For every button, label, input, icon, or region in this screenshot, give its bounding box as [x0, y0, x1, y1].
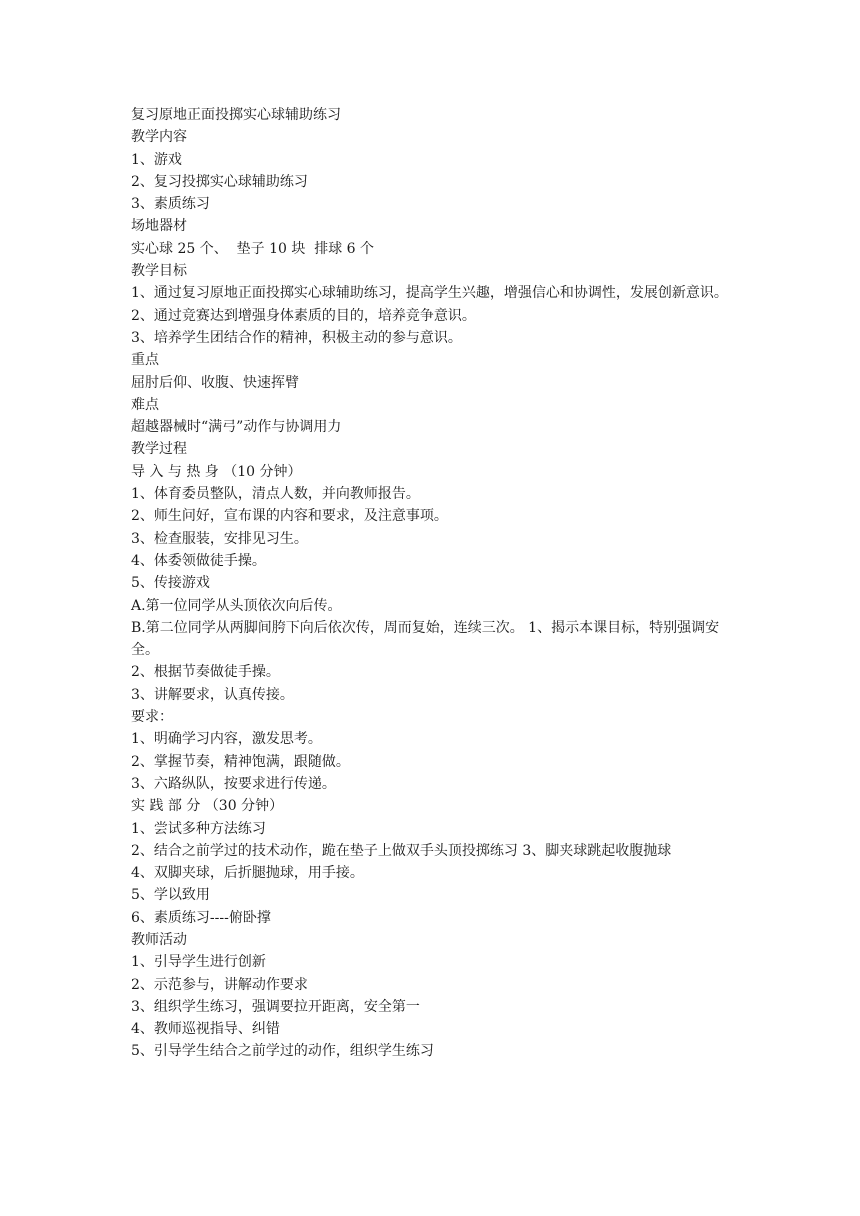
subsection-heading-warmup: 导 入 与 热 身 （10 分钟）	[131, 463, 302, 480]
section-heading-teacher-activity: 教师活动	[131, 931, 187, 948]
section-heading-key-points: 重点	[131, 352, 159, 369]
text-line: 1、游戏	[131, 151, 182, 168]
text-line: 3、素质练习	[131, 196, 210, 213]
text-line: 2、通过竞赛达到增强身体素质的目的，培养竞争意识。	[131, 307, 476, 324]
text-line: 2、复习投掷实心球辅助练习	[131, 173, 308, 190]
text-paragraph: B.第二位同学从两脚间胯下向后依次传，周而复始，连续三次。 1、揭示本课目标，特别强调安全。	[131, 619, 720, 659]
text-line: 5、传接游戏	[131, 575, 210, 592]
text-line: 3、六路纵队，按要求进行传递。	[131, 775, 336, 792]
text-line: 4、双脚夹球，后折腿抛球，用手接。	[131, 865, 364, 882]
section-heading-difficulties: 难点	[131, 396, 159, 413]
text-line: 3、培养学生团结合作的精神，积极主动的参与意识。	[131, 329, 462, 346]
text-paragraph: 1、通过复习原地正面投掷实心球辅助练习，提高学生兴趣，增强信心和协调性，发展创新意识。	[131, 285, 728, 302]
text-line: 4、教师巡视指导、纠错	[131, 1021, 280, 1038]
text-line: 3、组织学生练习，强调要拉开距离，安全第一	[131, 998, 420, 1015]
text-line: 4、体委领做徒手操。	[131, 552, 266, 569]
doc-title: 复习原地正面投掷实心球辅助练习	[131, 107, 341, 123]
text-line: 实心球 25 个、 垫子 10 块 排球 6 个	[131, 240, 375, 257]
text-line: 1、体育委员整队，清点人数，并向教师报告。	[131, 486, 420, 503]
text-line: 1、尝试多种方法练习	[131, 820, 266, 837]
text-line: 2、结合之前学过的技术动作，跪在垫子上做双手头顶投掷练习 3、脚夹球跳起收腹抛球	[131, 842, 672, 859]
section-heading-process: 教学过程	[131, 441, 187, 458]
text-line: 2、根据节奏做徒手操。	[131, 664, 280, 681]
section-heading-requirements: 要求：	[131, 709, 173, 726]
text-line: 5、学以致用	[131, 887, 210, 904]
text-line: 6、素质练习----俯卧撑	[131, 909, 271, 926]
text-line: 超越器械时“满弓”动作与协调用力	[131, 419, 342, 436]
text-line: 1、明确学习内容，激发思考。	[131, 731, 322, 748]
text-line: 2、掌握节奏，精神饱满，跟随做。	[131, 753, 350, 770]
section-heading-content: 教学内容	[131, 129, 187, 146]
text-line: 2、示范参与，讲解动作要求	[131, 976, 308, 993]
text-line: 3、讲解要求，认真传接。	[131, 686, 294, 703]
document-body	[131, 104, 731, 1063]
text-line: A.第一位同学从头顶依次向后传。	[131, 597, 342, 614]
text-line: 5、引导学生结合之前学过的动作，组织学生练习	[131, 1043, 434, 1060]
text-line: 屈肘后仰、收腹、快速挥臂	[131, 374, 299, 391]
section-heading-goals: 教学目标	[131, 263, 187, 280]
text-line: 3、检查服装，安排见习生。	[131, 530, 308, 547]
text-line: 1、引导学生进行创新	[131, 954, 266, 971]
text-line: 2、师生问好，宣布课的内容和要求，及注意事项。	[131, 508, 448, 525]
subsection-heading-practice: 实 践 部 分 （30 分钟）	[131, 798, 284, 815]
section-heading-equipment: 场地器材	[131, 218, 187, 235]
